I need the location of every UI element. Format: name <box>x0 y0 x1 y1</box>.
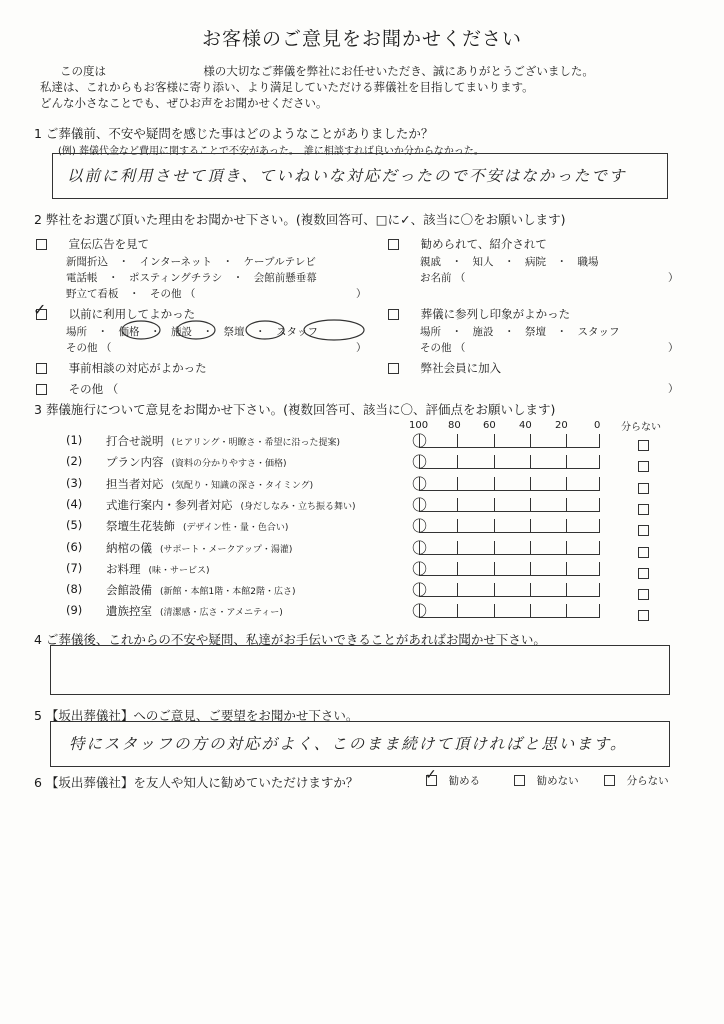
q2-used-sub-2: その他 （ <box>66 342 112 354</box>
rating-mark: 〇 <box>412 538 428 557</box>
rating-scale-tick[interactable] <box>599 519 600 533</box>
rating-scale-tick[interactable] <box>457 455 458 469</box>
rating-label <box>106 582 295 598</box>
rating-number: (4) <box>66 496 83 511</box>
scale-label-60: 60 <box>483 420 496 431</box>
rating-scale-line <box>419 468 599 469</box>
q6-heading: 6 【坂出葬儀社】を友人や知人に勧めていただけますか？ <box>34 775 359 790</box>
unknown-checkbox[interactable] <box>638 478 649 497</box>
q6-option-not-recommend[interactable] <box>514 773 579 788</box>
rating-scale-line <box>419 575 599 576</box>
close-paren: ） <box>356 288 367 300</box>
rating-mark: 〇 <box>412 581 428 600</box>
rating-label <box>106 603 283 619</box>
checkbox[interactable] <box>638 483 649 494</box>
checkbox[interactable] <box>638 589 649 600</box>
rating-number: (2) <box>66 454 83 469</box>
rating-item-label: 納棺の儀 <box>106 540 152 555</box>
rating-item-detail: (新館・本館1階・本館2階・広さ) <box>160 587 296 598</box>
q1-heading: 1 ご葬儀前、不安や疑問を感じた事はどのようなことがありましたか？ <box>34 126 434 141</box>
rating-label <box>106 433 340 449</box>
rating-scale-line <box>419 511 599 512</box>
rating-scale-tick[interactable] <box>530 477 531 491</box>
rating-number: (5) <box>66 518 83 533</box>
unknown-checkbox[interactable] <box>638 499 649 518</box>
checkmark-icon: ✓ <box>33 300 49 319</box>
rating-scale-tick[interactable] <box>530 583 531 597</box>
rating-item-detail: (身だしなみ・立ち振る舞い) <box>240 501 356 512</box>
rating-scale-tick[interactable] <box>530 455 531 469</box>
close-paren: ） <box>356 342 367 354</box>
checkbox[interactable] <box>638 547 649 558</box>
rating-label <box>106 476 313 492</box>
rating-scale-tick[interactable] <box>494 519 495 533</box>
q6-option-recommend[interactable] <box>425 767 481 788</box>
q1-answer-text: 以前に利用させて頂き、ていねいな対応だったので不安はなかったです <box>67 167 627 185</box>
option-label: 弊社会員に加入 <box>420 361 502 375</box>
rating-scale-tick[interactable] <box>494 541 495 555</box>
rating-label <box>106 518 288 534</box>
rating-scale-tick[interactable] <box>494 604 495 618</box>
option-label: 勧める <box>448 775 481 787</box>
unknown-checkbox[interactable] <box>638 520 649 539</box>
rating-scale-line <box>419 490 599 491</box>
option-label: その他 （ <box>68 382 119 396</box>
rating-scale-tick[interactable] <box>457 519 458 533</box>
unknown-checkbox[interactable] <box>638 542 649 561</box>
page-title: お客様のご意見をお聞かせください <box>201 28 522 50</box>
q5-heading: 5 【坂出葬儀社】へのご意見、ご要望をお聞かせ下さい。 <box>34 708 359 723</box>
rating-number: (8) <box>66 582 83 597</box>
checkbox[interactable] <box>638 440 649 451</box>
q2-ad-sub-1: 新聞折込 ・ インターネット ・ ケーブルテレビ <box>66 256 316 268</box>
rating-scale-tick[interactable] <box>566 562 567 576</box>
checkbox[interactable] <box>638 568 649 579</box>
option-label: 葬儀に参列し印象がよかった <box>420 307 571 321</box>
rating-label <box>106 497 356 513</box>
unknown-checkbox[interactable] <box>638 584 649 603</box>
q2-referred-sub-1: 親戚 ・ 知人 ・ 病院 ・ 職場 <box>420 256 599 268</box>
rating-scale-tick[interactable] <box>566 604 567 618</box>
rating-scale-tick[interactable] <box>494 477 495 491</box>
rating-scale-tick[interactable] <box>566 477 567 491</box>
rating-scale-tick[interactable] <box>566 583 567 597</box>
q2-used-sub-1: 場所 ・ 価格 ・ 施設 ・ 祭壇 ・ スタッフ <box>66 326 318 338</box>
rating-item-detail: (清潔感・広さ・アメニティー) <box>160 608 283 619</box>
intro-prefix: この度は <box>60 64 106 78</box>
rating-number: (6) <box>66 539 83 554</box>
rating-mark: 〇 <box>412 474 428 493</box>
rating-item-label: 遺族控室 <box>106 604 152 619</box>
unknown-checkbox[interactable] <box>638 435 649 454</box>
rating-scale-tick[interactable] <box>494 434 495 448</box>
scale-label-100: 100 <box>409 420 429 431</box>
rating-scale-tick[interactable] <box>494 455 495 469</box>
rating-scale-tick[interactable] <box>457 498 458 512</box>
rating-item-detail: (資料の分かりやすさ・価格) <box>171 459 287 470</box>
rating-scale-tick[interactable] <box>599 541 600 555</box>
q2-heading: 2 弊社をお選び頂いた理由をお聞かせ下さい。(複数回答可、□に✓、該当に〇をお願いします) <box>34 212 566 227</box>
scale-label-40: 40 <box>519 420 532 431</box>
q6-option-unknown[interactable] <box>604 773 669 788</box>
rating-mark: 〇 <box>412 495 428 514</box>
scale-label-80: 80 <box>448 420 461 431</box>
q2-attended-sub-1: 場所 ・ 施設 ・ 祭壇 ・ スタッフ <box>420 326 620 338</box>
rating-scale-tick[interactable] <box>599 562 600 576</box>
checkbox[interactable] <box>638 504 649 515</box>
rating-number: (9) <box>66 603 83 618</box>
rating-number: (1) <box>66 433 83 447</box>
q5-answer-text: 特にスタッフの方の対応がよく、このまま続けて頂ければと思います。 <box>69 735 628 753</box>
option-label: 分らない <box>626 775 669 787</box>
rating-scale-tick[interactable] <box>599 434 600 448</box>
rating-item-label: プラン内容 <box>106 455 164 470</box>
rating-scale-tick[interactable] <box>566 434 567 448</box>
rating-scale-line <box>419 596 599 597</box>
q2-attended-sub-2: その他 （ <box>420 342 466 354</box>
rating-scale-tick[interactable] <box>599 477 600 491</box>
unknown-checkbox[interactable] <box>638 563 649 582</box>
rating-item-label: お料理 <box>106 561 141 576</box>
rating-item-label: 会館設備 <box>106 583 152 598</box>
rating-scale-tick[interactable] <box>599 455 600 469</box>
close-paren: ） <box>668 342 679 354</box>
rating-scale-line <box>419 532 599 533</box>
q5-answer-box[interactable] <box>50 721 670 767</box>
rating-scale-tick[interactable] <box>599 604 600 618</box>
checkmark-icon: ✓ <box>425 767 439 783</box>
option-label: 勧めない <box>536 775 579 787</box>
checkbox[interactable] <box>604 775 615 786</box>
unknown-checkbox[interactable] <box>638 456 649 475</box>
rating-item-label: 祭壇生花装飾 <box>106 519 175 534</box>
rating-scale-tick[interactable] <box>566 455 567 469</box>
rating-item-detail: (サポート・メークアップ・湯灌) <box>160 544 293 555</box>
rating-scale-tick[interactable] <box>457 562 458 576</box>
rating-mark: 〇 <box>412 517 428 536</box>
rating-scale-tick[interactable] <box>599 583 600 597</box>
intro-line-3: どんな小さなことでも、ぜひお声をお聞かせください。 <box>40 96 328 110</box>
rating-scale-tick[interactable] <box>457 583 458 597</box>
unknown-label: 分らない <box>621 422 661 433</box>
rating-label <box>106 540 292 556</box>
rating-scale-tick[interactable] <box>566 541 567 555</box>
rating-scale-tick[interactable] <box>530 498 531 512</box>
rating-label <box>106 454 287 470</box>
circle-mark-altar <box>246 321 284 339</box>
rating-mark: 〇 <box>412 602 428 621</box>
rating-label <box>106 561 210 577</box>
checkbox[interactable] <box>638 610 649 621</box>
rating-scale-tick[interactable] <box>530 604 531 618</box>
q4-answer-box[interactable] <box>50 645 670 695</box>
rating-scale-tick[interactable] <box>457 604 458 618</box>
rating-item-detail: (味・サービス) <box>148 565 210 576</box>
circle-mark-staff <box>304 320 364 340</box>
rating-scale-line <box>419 554 599 555</box>
q2-referred-sub-2: お名前 （ <box>420 272 466 284</box>
close-paren: ） <box>668 272 679 284</box>
rating-number: (3) <box>66 475 83 490</box>
rating-scale-tick[interactable] <box>457 541 458 555</box>
rating-mark: 〇 <box>412 432 428 450</box>
intro-suffix: 様の大切なご葬儀を弊社にお任せいただき、誠にありがとうございました。 <box>203 64 594 78</box>
unknown-checkbox[interactable] <box>638 605 649 624</box>
rating-item-detail: (デザイン性・量・色合い) <box>183 523 289 534</box>
q4-heading: 4 ご葬儀後、これからの不安や疑問、私達がお手伝いできることがあればお聞かせ下さい。 <box>34 632 546 647</box>
rating-item-label: 担当者対応 <box>106 476 164 491</box>
rating-scale-line <box>419 447 599 448</box>
circle-mark-facility <box>177 321 215 339</box>
close-paren: ） <box>668 383 679 395</box>
rating-mark: 〇 <box>412 453 428 472</box>
rating-scale-tick[interactable] <box>494 562 495 576</box>
rating-number: (7) <box>66 560 83 575</box>
rating-scale-tick[interactable] <box>530 434 531 448</box>
rating-scale-tick[interactable] <box>530 541 531 555</box>
option-label: 以前に利用してよかった <box>68 307 196 321</box>
rating-scale-tick[interactable] <box>457 434 458 448</box>
q1-example: (例) 葬儀代金など費用に関することで不安があった。 誰に相談すれば良いか分からなかった。 <box>58 146 484 157</box>
rating-scale-tick[interactable] <box>494 583 495 597</box>
q2-ad-sub-3: 野立て看板 ・ その他 （ <box>66 288 196 300</box>
rating-scale-tick[interactable] <box>530 519 531 533</box>
scale-label-20: 20 <box>555 420 568 431</box>
rating-item-detail: (気配り・知識の深さ・タイミング) <box>171 480 314 491</box>
checkbox[interactable] <box>638 525 649 536</box>
rating-scale-tick[interactable] <box>566 519 567 533</box>
circle-mark-price <box>122 321 160 339</box>
rating-scale-line <box>419 617 599 618</box>
option-label: 事前相談の対応がよかった <box>68 361 207 375</box>
option-label: 宣伝広告を見て <box>68 237 150 251</box>
rating-scale-tick[interactable] <box>599 498 600 512</box>
intro-line-2: 私達は、これからもお客様に寄り添い、より満足していただける葬儀社を目指してまいります。 <box>40 80 534 94</box>
scale-label-0: 0 <box>594 420 601 431</box>
q3-heading: 3 葬儀施行について意見をお聞かせ下さい。(複数回答可、該当に〇、評価点をお願いします) <box>34 402 556 417</box>
rating-item-label: 式進行案内・参列者対応 <box>106 497 233 512</box>
rating-scale-tick[interactable] <box>457 477 458 491</box>
checkbox[interactable] <box>638 461 649 472</box>
rating-item-detail: (ヒアリング・明瞭さ・希望に沿った提案) <box>171 438 340 448</box>
rating-scale-tick[interactable] <box>566 498 567 512</box>
rating-item-label: 打合せ説明 <box>106 434 164 448</box>
rating-scale-tick[interactable] <box>494 498 495 512</box>
rating-scale-tick[interactable] <box>530 562 531 576</box>
option-label: 勧められて、紹介されて <box>420 237 547 251</box>
checkbox[interactable] <box>514 775 525 786</box>
q2-ad-sub-2: 電話帳 ・ ポスティングチラシ ・ 会館前懸垂幕 <box>66 272 317 284</box>
rating-mark: 〇 <box>412 559 428 578</box>
